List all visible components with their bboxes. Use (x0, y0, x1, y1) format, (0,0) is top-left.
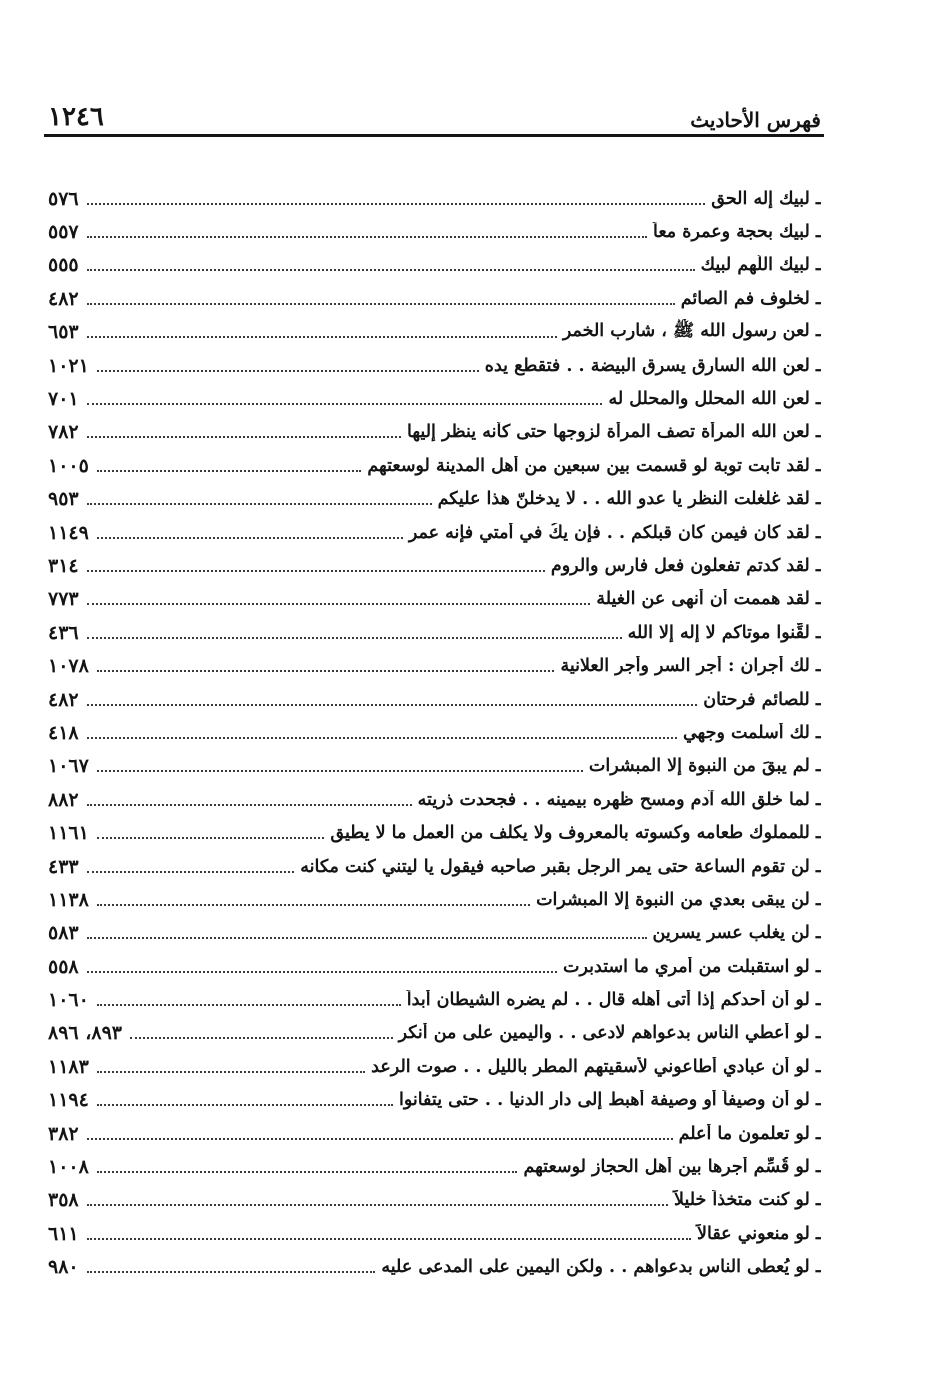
entry-page-ref: ١١٦١ (48, 822, 89, 845)
entry-page-ref: ٥٨٣ (48, 922, 79, 945)
dot-leader (87, 1204, 668, 1206)
dot-leader (87, 403, 603, 405)
dot-leader (87, 436, 401, 438)
entry-page-ref: ٧٠١ (48, 388, 79, 411)
index-entry (48, 182, 821, 215)
entry-page-ref: ٦٥٣ (48, 321, 79, 344)
entry-page-ref: ١٠٦٧ (48, 755, 89, 778)
entry-hadith-text: ـ لو قُسِّم أجرها بين أهل الحجاز لوسعتهم (523, 1157, 821, 1178)
entry-hadith-text: ـ لو يُعطى الناس بدعواهم . . ولكن اليمين على المدعى عليه (381, 1257, 821, 1278)
entry-page-ref: ١١٩٤ (48, 1089, 89, 1112)
dot-leader (87, 971, 557, 973)
entry-hadith-text: ـ لك أجران : أجر السر وأجر العلانية (560, 656, 821, 677)
index-entry (48, 850, 821, 883)
entry-page-ref: ٤٨٢ (48, 287, 79, 310)
dot-leader (97, 1104, 393, 1106)
entry-page-ref: ٥٥٥ (48, 254, 79, 277)
dot-leader (87, 1271, 376, 1273)
dot-leader (87, 1138, 673, 1140)
dot-leader (97, 1171, 518, 1173)
index-entry (48, 483, 821, 516)
entry-hadith-text: ـ لو أن وصيفاً أو وصيفة أُهبط إلى دار الدنيا . . حتى يتفانوا (398, 1090, 821, 1111)
index-entry (48, 1017, 821, 1050)
entry-page-ref: ٨٩٣، ٨٩٦ (48, 1022, 122, 1045)
entry-hadith-text: ـ لقد هممت أن أنهى عن الغيلة (596, 589, 821, 610)
entry-page-ref: ١٠٦٠ (48, 989, 89, 1012)
index-entry (48, 1184, 821, 1217)
entry-hadith-text: ـ لما خلق الله آدم ومسح ظهره بيمينه . . فجحدت ذريته (417, 789, 821, 810)
entry-page-ref: ٣٨٢ (48, 1122, 79, 1145)
entry-page-ref: ٨٨٢ (48, 788, 79, 811)
page-header (48, 100, 821, 132)
entry-page-ref: ٩٥٣ (48, 488, 79, 511)
entry-hadith-text: ـ لبيك بحجة وعمرة معاً (653, 222, 821, 243)
index-entry (48, 649, 821, 682)
entry-hadith-text: ـ لقد كدتم تفعلون فعل فارس والروم (550, 555, 821, 576)
entry-page-ref: ١٠٢١ (48, 354, 89, 377)
entry-hadith-text: ـ لخلوف فم الصائم (680, 288, 821, 309)
entry-page-ref: ٤٨٢ (48, 688, 79, 711)
index-entry (48, 349, 821, 382)
index-entry (48, 1217, 821, 1250)
index-entry (48, 950, 821, 983)
entry-hadith-text: ـ لقِّنوا موتاكم لا إله إلا الله (627, 622, 821, 643)
entry-hadith-text: ـ لعن الله المرأة تصف المرأة لزوجها حتى كأنه ينظر إليها (407, 422, 821, 443)
entry-page-ref: ١١٤٩ (48, 521, 89, 544)
dot-leader (87, 503, 432, 505)
entry-page-ref: ٤١٨ (48, 721, 79, 744)
entry-hadith-text: ـ لو منعوني عقالاً (697, 1223, 821, 1244)
index-entry (48, 683, 821, 716)
entry-hadith-text: ـ لعن الله المحلل والمحلل له (608, 389, 821, 410)
entry-page-ref: ٦١١ (48, 1222, 79, 1245)
index-entry (48, 249, 821, 282)
dot-leader (87, 937, 647, 939)
entry-hadith-text: ـ لقد كان فيمن كان قبلكم . . فإن يكُ في أمتي فإنه عمر (408, 522, 821, 543)
entry-hadith-text: ـ لبيك اللّهم لبيك (700, 255, 821, 276)
dot-leader (87, 637, 622, 639)
index-entry (48, 215, 821, 248)
index-entry (48, 1084, 821, 1117)
entry-page-ref: ٧٨٢ (48, 421, 79, 444)
dot-leader (87, 1238, 691, 1240)
entry-page-ref: ١١٨٣ (48, 1055, 89, 1078)
dot-leader (87, 704, 698, 706)
entry-page-ref: ٣١٤ (48, 554, 79, 577)
entry-hadith-text: ـ لقد غلغلت النظر يا عدو الله . . لا يدخلنّ هذا عليكم (437, 489, 821, 510)
dot-leader (87, 336, 557, 338)
entry-page-ref: ١٠٠٨ (48, 1156, 89, 1179)
entry-hadith-text: ـ لن تقوم الساعة حتى يمر الرجل بقبر صاحبه فيقول يا ليتني كنت مكانه (300, 856, 821, 877)
page-number: ١٢٤٦ (48, 102, 104, 132)
index-entry (48, 750, 821, 783)
entry-hadith-text: ـ لو تعلمون ما أعلم (678, 1123, 821, 1144)
index-entry (48, 917, 821, 950)
index-entry (48, 716, 821, 749)
index-entry (48, 1117, 821, 1150)
index-entry (48, 616, 821, 649)
hadith-index-list (48, 182, 821, 1284)
dot-leader (130, 1037, 393, 1039)
index-entry (48, 516, 821, 549)
dot-leader (87, 570, 545, 572)
dot-leader (87, 236, 647, 238)
index-entry (48, 416, 821, 449)
entry-hadith-text: ـ لبيك إله الحق (711, 188, 821, 209)
dot-leader (97, 904, 530, 906)
entry-page-ref: ٩٨٠ (48, 1256, 79, 1279)
running-title: فهرس الأحاديث (690, 108, 821, 132)
entry-page-ref: ٥٧٦ (48, 187, 79, 210)
dot-leader (87, 203, 706, 205)
entry-hadith-text: ـ لقد تابت توبة لو قسمت بين سبعين من أهل المدينة لوسعتهم (367, 455, 821, 476)
index-entry (48, 583, 821, 616)
dot-leader (87, 804, 412, 806)
dot-leader (97, 837, 325, 839)
entry-hadith-text: ـ لعن الله السارق يسرق البيضة . . فتقطع يده (484, 355, 821, 376)
index-entry (48, 1050, 821, 1083)
entry-hadith-text: ـ لو أن عبادي أطاعوني لأسقيتهم المطر بالليل . . صوت الرعد (371, 1056, 821, 1077)
entry-page-ref: ٥٥٧ (48, 221, 79, 244)
entry-hadith-text: ـ لن يبقى بعدي من النبوة إلا المبشرات (536, 889, 821, 910)
dot-leader (87, 603, 591, 605)
entry-hadith-text: ـ لو كنت متخذاً خليلاً (674, 1190, 821, 1211)
dot-leader (87, 303, 675, 305)
entry-page-ref: ٣٥٨ (48, 1189, 79, 1212)
entry-page-ref: ٥٥٨ (48, 955, 79, 978)
header-rule (44, 134, 824, 137)
entry-page-ref: ٤٣٣ (48, 855, 79, 878)
entry-hadith-text: ـ لن يغلب عسر يسرين (652, 923, 821, 944)
index-entry (48, 783, 821, 816)
entry-page-ref: ٧٧٣ (48, 588, 79, 611)
index-entry (48, 449, 821, 482)
entry-page-ref: ١٠٠٥ (48, 454, 89, 477)
entry-page-ref: ٤٣٦ (48, 621, 79, 644)
entry-hadith-text: ـ للمملوك طعامه وكسوته بالمعروف ولا يكلف من العمل ما لا يطيق (330, 823, 821, 844)
index-entry (48, 549, 821, 582)
index-entry (48, 1150, 821, 1183)
index-entry (48, 816, 821, 849)
dot-leader (97, 670, 555, 672)
entry-hadith-text: ـ لو استقبلت من أمري ما استدبرت (563, 956, 821, 977)
index-entry (48, 983, 821, 1016)
index-entry (48, 282, 821, 315)
index-entry (48, 382, 821, 415)
dot-leader (87, 737, 677, 739)
index-entry (48, 883, 821, 916)
dot-leader (97, 537, 403, 539)
entry-page-ref: ١٠٧٨ (48, 655, 89, 678)
dot-leader (87, 871, 295, 873)
index-entry (48, 1251, 821, 1284)
index-entry (48, 316, 821, 349)
entry-hadith-text: ـ لو أعطي الناس بدعواهم لادعى . . واليمين على من أنكر (398, 1023, 821, 1044)
dot-leader (97, 1071, 365, 1073)
entry-hadith-text: ـ للصائم فرحتان (703, 689, 821, 710)
entry-hadith-text: ـ لعن رسول الله ﷺ ، شارب الخمر (562, 321, 821, 342)
dot-leader (97, 770, 583, 772)
dot-leader (97, 1004, 401, 1006)
dot-leader (87, 269, 695, 271)
entry-hadith-text: ـ لك أسلمت وجهي (682, 722, 821, 743)
entry-page-ref: ١١٣٨ (48, 888, 89, 911)
entry-hadith-text: ـ لو أن أحدكم إذا أتى أهله قال . . لم يضره الشيطان أبداً (406, 990, 821, 1011)
dot-leader (97, 470, 362, 472)
dot-leader (97, 370, 479, 372)
entry-hadith-text: ـ لم يبقَ من النبوة إلا المبشرات (588, 756, 821, 777)
